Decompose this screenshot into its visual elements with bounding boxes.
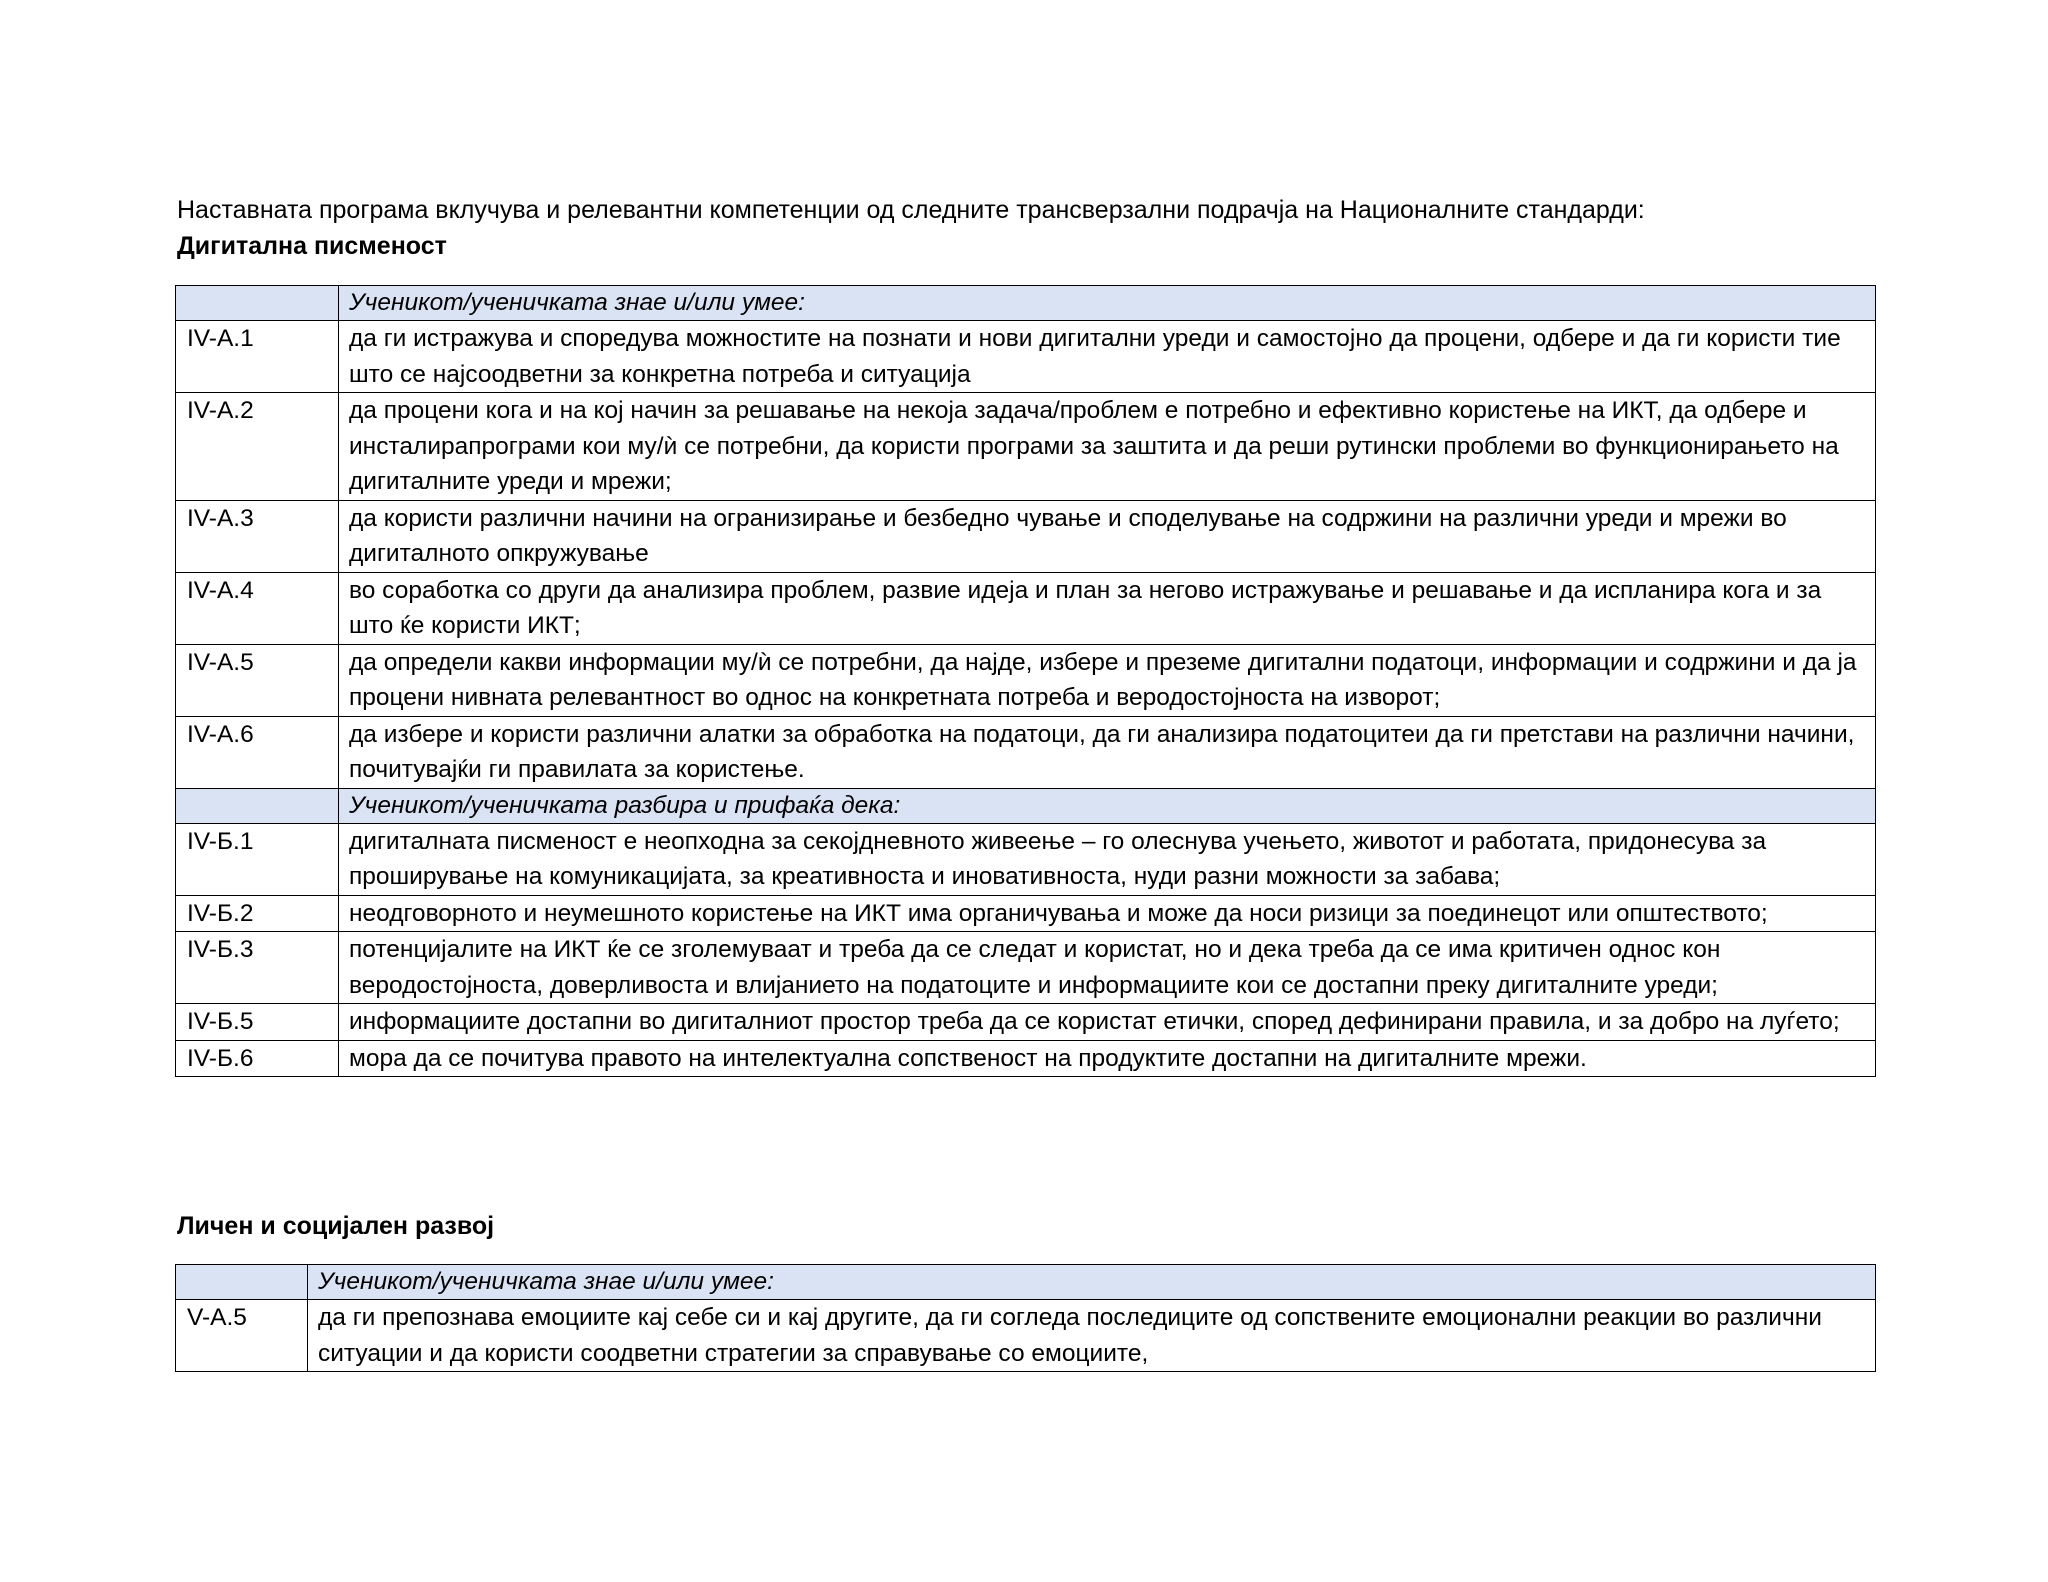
table-row bbox=[176, 1004, 1876, 1041]
competency-code: IV-Б.2 bbox=[176, 895, 339, 932]
competency-code: IV-Б.3 bbox=[176, 932, 339, 1004]
competency-code: IV-Б.1 bbox=[176, 823, 339, 895]
competency-text: да определи какви информации му/ѝ се потребни, да најде, избере и преземе дигитални податоци, информации и содржини и да ја процени нивната релевантност во однос на конкретната потреба и веродостојноста на изворот; bbox=[339, 644, 1876, 716]
table-row bbox=[176, 572, 1876, 644]
table-row bbox=[176, 1040, 1876, 1077]
competency-code: IV-Б.5 bbox=[176, 1004, 339, 1041]
table-row bbox=[176, 393, 1876, 501]
competency-code: IV-Б.6 bbox=[176, 1040, 339, 1077]
table-row bbox=[176, 644, 1876, 716]
competency-text: во соработка со други да анализира проблем, развие идеја и план за негово истражување и решавање и да испланира кога и за што ќе користи ИКТ; bbox=[339, 572, 1876, 644]
competency-text: дигиталната писменост е неопходна за секојдневното живеење – го олеснува учењето, животот и работата, придонесува за проширување на комуникацијата, за креативноста и иновативноста, нуди разни можности за забава; bbox=[339, 823, 1876, 895]
section-heading-personal-social-development: Личен и социјален развој bbox=[177, 1212, 495, 1240]
competency-text: да користи различни начини на огранизирање и безбедно чување и споделување на содржини на различни уреди и мрежи во дигиталното опкружување bbox=[339, 500, 1876, 572]
competency-code: V-A.5 bbox=[176, 1300, 308, 1372]
intro-paragraph: Наставната програма вклучува и релевантни компетенции од следните трансверзални подрачја на Националните стандарди: bbox=[177, 196, 1645, 224]
table-subheading-row bbox=[176, 1265, 1876, 1300]
competency-code: IV-A.2 bbox=[176, 393, 339, 501]
digital-literacy-table bbox=[175, 285, 1876, 1077]
table-subheading: Ученикот/ученичката разбира и прифаќа дека: bbox=[339, 788, 1876, 823]
competency-text: да избере и користи различни алатки за обработка на податоци, да ги анализира податоцитеи да ги претстави на различни начини, почитувајќи ги правилата за користење. bbox=[339, 716, 1876, 788]
table-row bbox=[176, 895, 1876, 932]
competency-text: неодговорното и неумешното користење на ИКТ има органичувања и може да носи ризици за поединецот или општеството; bbox=[339, 895, 1876, 932]
table-row bbox=[176, 500, 1876, 572]
competency-text: информациите достапни во дигиталниот простор треба да се користат етички, според дефинирани правила, и за добро на луѓето; bbox=[339, 1004, 1876, 1041]
competency-text: да процени кога и на кој начин за решавање на некоја задача/проблем е потребно и ефективно користење на ИКТ, да одбере и инсталирапрограми кои му/ѝ се потребни, да користи програми за заштита и да реши рутински проблеми во функционирањето на дигиталните уреди и мрежи; bbox=[339, 393, 1876, 501]
competency-text: да ги препознава емоциите кај себе си и кај другите, да ги согледа последиците од сопствените емоционални реакции во различни ситуации и да користи соодветни стратегии за справување со емоциите, bbox=[308, 1300, 1876, 1372]
table-cell-empty bbox=[176, 286, 339, 321]
competency-text: да ги истражува и споредува можностите на познати и нови дигитални уреди и самостојно да процени, одбере и да ги користи тие што се најсоодветни за конкретна потреба и ситуација bbox=[339, 321, 1876, 393]
table-row bbox=[176, 823, 1876, 895]
competency-text: мора да се почитува правото на интелектуална сопственост на продуктите достапни на дигиталните мрежи. bbox=[339, 1040, 1876, 1077]
personal-development-table bbox=[175, 1264, 1876, 1372]
table-subheading: Ученикот/ученичката знае и/или умее: bbox=[339, 286, 1876, 321]
competency-code: IV-A.5 bbox=[176, 644, 339, 716]
competency-code: IV-A.6 bbox=[176, 716, 339, 788]
table-subheading-row bbox=[176, 788, 1876, 823]
table-subheading-row bbox=[176, 286, 1876, 321]
competency-text: потенцијалите на ИКТ ќе се зголемуваат и треба да се следат и користат, но и дека треба да се има критичен однос кон веродостојноста, доверливоста и влијанието на податоците и информациите кои се достапни преку дигиталните уреди; bbox=[339, 932, 1876, 1004]
table-row bbox=[176, 321, 1876, 393]
table-subheading: Ученикот/ученичката знае и/или умее: bbox=[308, 1265, 1876, 1300]
table-cell-empty bbox=[176, 1265, 308, 1300]
table-row bbox=[176, 716, 1876, 788]
competency-code: IV-A.3 bbox=[176, 500, 339, 572]
table-row bbox=[176, 932, 1876, 1004]
competency-code: IV-A.1 bbox=[176, 321, 339, 393]
table-cell-empty bbox=[176, 788, 339, 823]
competency-code: IV-A.4 bbox=[176, 572, 339, 644]
table-row bbox=[176, 1300, 1876, 1372]
section-heading-digital-literacy: Дигитална писменост bbox=[177, 232, 447, 260]
